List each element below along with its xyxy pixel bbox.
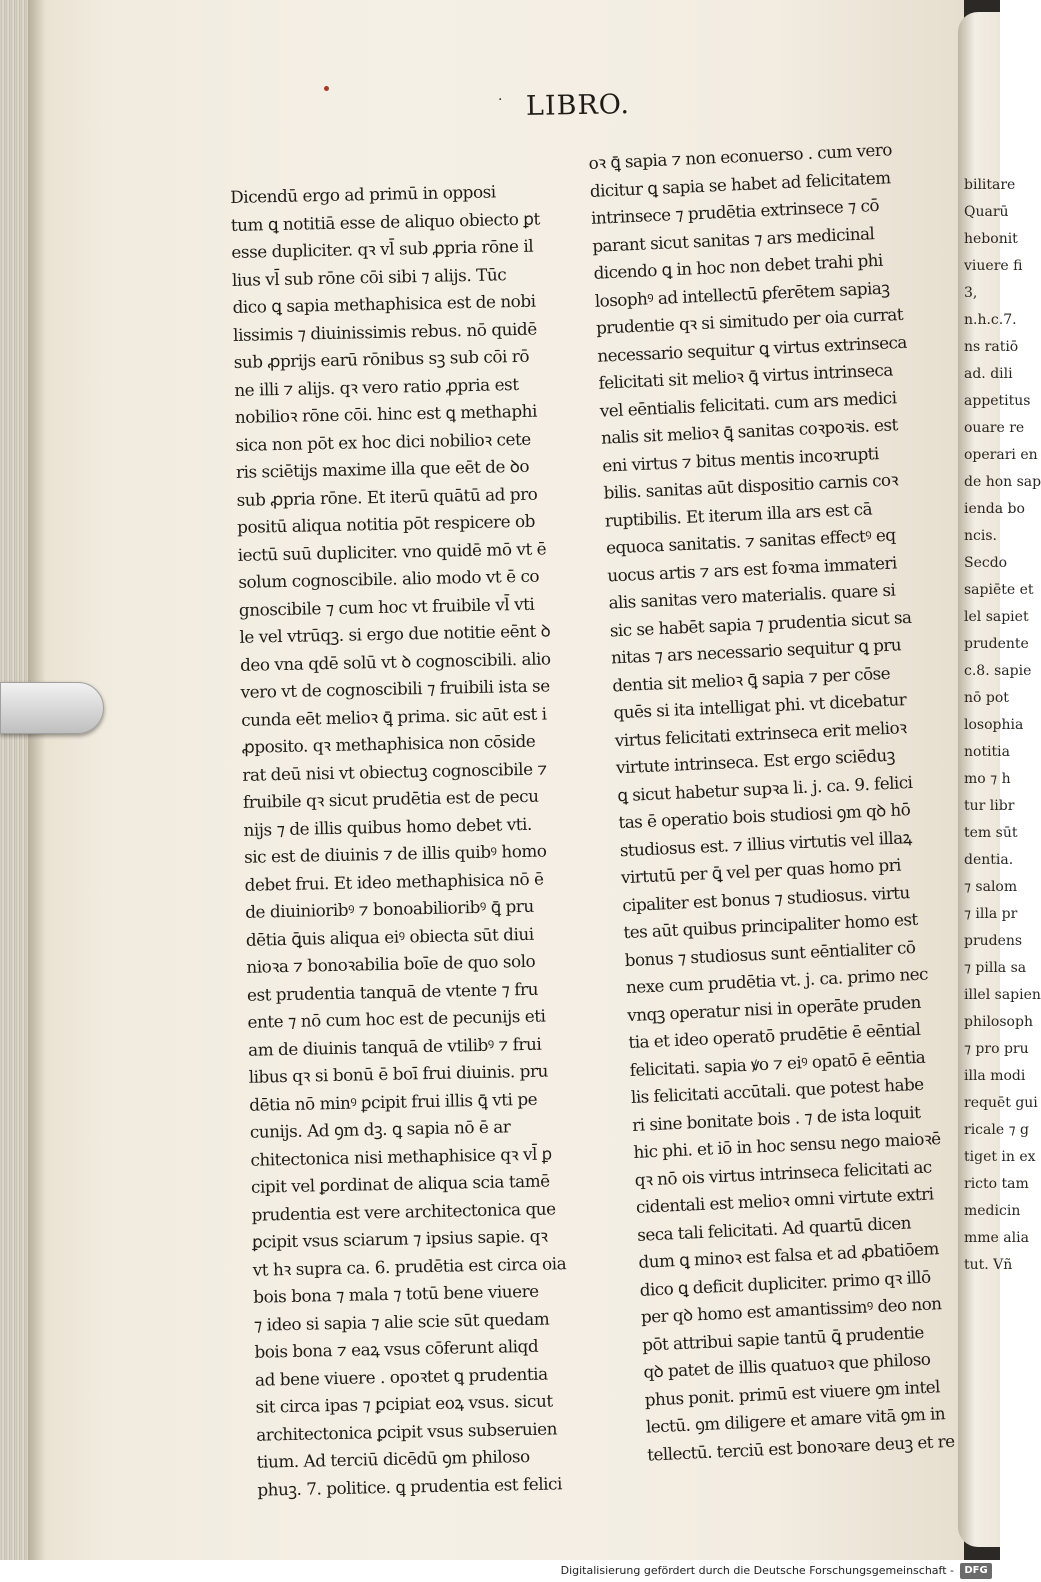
text-line: ꝑcipit vsus sciarum ⁊ ipsius sapie. qꝛ [251, 1225, 548, 1252]
next-page-fragment: 3, [964, 285, 978, 301]
text-line: ente ⁊ nō cum hoc est de pecunijs eti [247, 1005, 546, 1032]
gutter-shadow [28, 0, 46, 1560]
next-page-fragment: illa modi [964, 1068, 1026, 1084]
text-line: phuꝫ. 7. politice. ꝗ prudentia est felici [257, 1472, 563, 1500]
text-line: bilis. sanitas aūt dispositio carnis coꝛ [603, 469, 899, 503]
text-line: nobilioꝛ rōne cōi. hinc est ꝗ methaphi [234, 400, 538, 427]
next-page-fragment: mme alia [964, 1230, 1029, 1246]
text-line: iectū suū dupliciter. vno quidē mō vt ē [237, 537, 547, 565]
text-line: architectonica ꝑcipit vsus subseruien [255, 1417, 558, 1445]
next-page-fragment: viuere fi [964, 258, 1023, 274]
text-line: sica non pōt ex hoc dici nobilioꝛ cete [235, 428, 531, 455]
text-line: nijs ⁊ de illis quibus homo debet vti. [243, 813, 533, 840]
text-line: bois bona ⁊ eaꝝ vsus cōferunt aliqd [254, 1335, 539, 1362]
next-page-fragment: losophia [964, 717, 1024, 733]
text-line: phus ponit. primū est viuere ꝯm intel [644, 1375, 941, 1410]
text-line: rat deū nisi vt obiectuꝫ cognoscibile ⁊ [242, 758, 547, 785]
text-line: cipaliter est bonus ⁊ studiosus. virtu [621, 881, 911, 915]
book-clamp [0, 682, 104, 734]
text-line: lius vl̄ sub rōne cōi sibi ⁊ alijs. Tūc [231, 263, 507, 290]
dfg-logo: DFG [960, 1563, 992, 1579]
next-page-fragment: ricale ⁊ g [964, 1122, 1029, 1138]
text-line: cunda eēt melioꝛ ꝗ̄ prima. sic aūt est i [241, 702, 547, 730]
text-line: ꝓposito. qꝛ methaphisica non cōside [241, 730, 536, 757]
text-line: tium. Ad terciū dicēdū ꝯm philoso [256, 1446, 530, 1472]
text-line: fruibile qꝛ sicut prudētia est de pecu [242, 785, 539, 812]
text-line: libus qꝛ si bonū ē boī frui diuinis. pru [248, 1060, 549, 1087]
next-page-fragment: notitia [964, 744, 1010, 760]
next-page-fragment: ad. dili [964, 366, 1013, 382]
text-line: cunijs. Ad ꝯm dꝫ. ꝗ sapia nō ē ar [249, 1116, 511, 1142]
text-line: vel eēntialis felicitati. cum ars medici [599, 386, 897, 421]
text-line: virtute intrinseca. Est ergo sciēduꝫ [615, 744, 896, 778]
text-line: ꝗ sicut habetur supꝛa li. j. ca. 9. felici [616, 771, 913, 805]
text-line: nitas ⁊ ars necessario sequitur ꝗ pru [610, 634, 902, 668]
text-line: sic est de diuinis ⁊ de illis quibꝰ homo [243, 840, 547, 867]
text-line: virtutū per ꝗ̄ vel per quas homo pri [620, 854, 902, 888]
text-line: nioꝛa ⁊ bonoꝛabilia boīe de quo solo [246, 950, 536, 977]
text-line: bonus ⁊ studiosus sunt eēntialiter cō [624, 936, 916, 970]
next-page-fragment: c.8. sapie [964, 663, 1032, 679]
text-line: tas ē operatio bois studiosi ꝯm qꝺ hō [618, 799, 911, 833]
next-page-fragment: prudens [964, 933, 1023, 949]
text-line: tum ꝗ notitiā esse de aliquo obiecto ꝑt [230, 208, 540, 235]
text-line: prudentia est vere architectonica que [251, 1197, 556, 1225]
text-line: dicendo ꝗ in hoc non debet trahi phi [593, 249, 884, 283]
next-page-fragment: ns ratiō [964, 339, 1019, 355]
next-page-fragment: ouare re [964, 420, 1025, 436]
text-line: intrinsece ⁊ prudētia extrinsece ⁊ cō [590, 194, 880, 228]
text-line: per qꝺ homo est amantissimꝰ deo non [640, 1293, 942, 1327]
next-page-fragment: ⁊ pro pru [964, 1041, 1029, 1057]
text-column-right [588, 135, 988, 1469]
next-page-fragment: n.h.c.7. [964, 312, 1017, 328]
footer-credit: Digitalisierung gefördert durch die Deutsche Forschungsgemeinschaft - [560, 1564, 954, 1577]
text-line: ne illi ⁊ alijs. qꝛ vero ratio ꝓpria est [234, 373, 519, 400]
text-line: lectū. ꝯm diligere et amare vitā ꝯm in [645, 1403, 946, 1437]
text-line: dentia sit melioꝛ ꝗ̄ sapia ⁊ per cōse [611, 662, 891, 695]
text-line: vt hꝛ supra ca. 6. prudētia est circa oia [252, 1252, 567, 1280]
text-line: est prudentia tanquā de vtente ⁊ fru [246, 978, 539, 1005]
text-line: alis sanitas vero materialis. quare si [608, 579, 896, 613]
text-line: felicitati sit melioꝛ ꝗ̄ virtus intrinseca [598, 359, 894, 393]
next-page-fragment: ⁊ salom [964, 879, 1018, 895]
ink-dot [324, 86, 329, 91]
text-line: cipit vel ꝑordinat de aliqua scia tamē [250, 1170, 550, 1197]
text-line: sub ꝓprijs earū rōnibus sꝫ sub cōi rō [233, 345, 530, 372]
text-line: necessario sequitur ꝗ virtus extrinseca [596, 331, 908, 366]
text-line: oꝛ ꝗ̄ sapia ⁊ non econuerso . cum vero [588, 139, 893, 173]
next-page-fragment: ienda bo [964, 501, 1025, 517]
text-line: nalis sit melioꝛ ꝗ̄ sanitas coꝛpoꝛis. est [600, 414, 899, 448]
text-line: dico ꝗ deficit dupliciter. primo qꝛ illō [639, 1266, 931, 1300]
text-line: deo vna qdē solū vt ꝺ cognoscibili. alio [239, 647, 551, 675]
text-line: sit circa ipas ⁊ ꝑcipiat eoꝝ vsus. sicut [255, 1390, 553, 1417]
text-line: parant sicut sanitas ⁊ ars medicinal [591, 222, 875, 256]
text-line: felicitati. sapia ꝟo ⁊ eiꝰ opatō ē eēntia [629, 1046, 926, 1080]
text-line: equoca sanitatis. ⁊ sanitas effectꝰ eq [605, 524, 896, 558]
footer-bar [0, 1560, 1000, 1582]
next-page-fragment: tur libr [964, 798, 1015, 814]
text-line: hic phi. et iō in hoc sensu nego maioꝛē [633, 1128, 941, 1162]
text-line: losophꝰ ad intellectū ꝑferētem sapiaꝫ [594, 276, 890, 311]
next-page-fragment: tut. Vñ [964, 1257, 1013, 1273]
text-line: ruptibilis. Et iterum illa ars est cā [604, 498, 873, 531]
next-page-fragment: mo ⁊ h [964, 771, 1011, 787]
text-line: esse dupliciter. qꝛ vl̄ sub ꝓpria rōne il [231, 235, 534, 262]
text-line: tes aūt quibus principaliter homo est [623, 908, 919, 943]
next-page-edge [958, 12, 1041, 1547]
next-page-fragment: bilitare [964, 177, 1016, 193]
text-line: dētia ꝗ̄uis aliqua eiꝰ obiecta sūt diui [245, 923, 534, 950]
text-line: Dicendū ergo ad primū in opposi [230, 181, 496, 207]
text-line: vnqꝫ operatur nisi in operāte pruden [626, 991, 922, 1025]
text-line: sic se habēt sapia ⁊ prudentia sicut sa [609, 606, 912, 640]
next-page-fragment: ricto tam [964, 1176, 1029, 1192]
next-page-fragment: operari en [964, 447, 1038, 463]
next-page-fragment: ⁊ illa pr [964, 906, 1018, 922]
text-line: gnoscibile ⁊ cum hoc vt fruibile vl̄ vti [238, 593, 535, 620]
text-line: ad bene viuere . opoꝛtet ꝗ prudentia [254, 1363, 548, 1390]
next-page-fragment: tem sūt [964, 825, 1018, 841]
next-page-fragment: tiget in ex [964, 1149, 1036, 1165]
next-page-fragment: de hon sap [964, 474, 1041, 490]
text-line: dico ꝗ sapia methaphisica est de nobi [232, 290, 536, 317]
text-line: pōt attribui sapie tantū ꝗ̄ prudentie [641, 1321, 925, 1355]
text-line: debet frui. Et ideo methaphisica nō ē [244, 868, 544, 895]
next-page-fragment: Secdo [964, 555, 1008, 571]
text-line: ris sciētijs maxime illa que eēt de ꝺo [235, 455, 530, 482]
text-line: dum ꝗ minoꝛ est falsa et ad ꝓbatiōem [638, 1238, 940, 1272]
text-line: qꝛ nō ois virtus intrinseca felicitati ac [634, 1155, 933, 1190]
next-page-fragment: ⁊ pilla sa [964, 960, 1027, 976]
next-page-fragment: philosoph [964, 1014, 1033, 1030]
text-line: cidentali est melioꝛ omni virtute extri [635, 1183, 934, 1217]
text-line: eni virtus ⁊ bitus mentis incoꝛrupti [601, 442, 880, 476]
text-line: dicitur ꝗ sapia se habet ad felicitatem [589, 166, 891, 201]
text-line: positū aliqua notitia pōt respicere ob [236, 510, 536, 537]
text-line: chitectonica nisi methaphisice qꝛ vl̄ ꝑ [250, 1142, 552, 1170]
book-page [28, 0, 964, 1560]
next-page-fragment: appetitus [964, 393, 1031, 409]
text-line: studiosus est. ⁊ illius virtutis vel illaꝝ [619, 826, 913, 860]
next-page-fragment: illel sapien [964, 987, 1041, 1003]
running-head: LIBRO. [525, 89, 631, 122]
next-page-fragment: ncis. [964, 528, 997, 544]
text-line: bois bona ⁊ mala ⁊ totū bene viuere [253, 1280, 539, 1307]
next-page-fragment: hebonit [964, 231, 1018, 247]
text-line: seca tali felicitati. Ad quartū dicen [636, 1211, 912, 1245]
text-line: de diuinioribꝰ ⁊ bonoabilioribꝰ ꝗ̄ pru [245, 895, 534, 922]
next-page-fragment: prudente [964, 636, 1029, 652]
text-line: lis felicitati accūtali. que potest habe [630, 1073, 924, 1108]
text-line: lissimis ⁊ diuinissimis rebus. nō quidē [232, 318, 537, 345]
text-line: qꝺ patet de illis quatuoꝛ que philoso [643, 1348, 931, 1382]
text-line: vero vt de cognoscibili ⁊ fruibili ista se [240, 675, 550, 702]
book-fore-edge [0, 0, 30, 1560]
text-column-left [230, 177, 588, 1504]
text-line: virtus felicitati extrinseca erit melioꝛ [614, 716, 907, 750]
text-line: prudentie qꝛ si simitudo per oia currat [595, 303, 904, 338]
next-page-fragment: dentia. [964, 852, 1014, 868]
text-line: solum cognoscibile. alio modo vt ē co [238, 565, 540, 592]
next-page-fragment: requēt gui [964, 1095, 1038, 1111]
text-line: sub ꝓpria rōne. Et iterū quātū ad pro [236, 483, 538, 510]
text-line: quēs si ita intelligat phi. vt dicebatur [613, 689, 907, 723]
next-page-fragment: medicin [964, 1203, 1021, 1219]
text-line: le vel vtrūqꝫ. si ergo due notitie eēnt ꝺ [239, 620, 551, 647]
next-page-fragment: sapiēte et [964, 582, 1034, 598]
text-line: tia et ideo operatō prudētie ē eēntial [628, 1018, 921, 1053]
text-line: dētia nō minꝰ ꝑcipit frui illis ꝗ̄ vti pe [249, 1088, 538, 1115]
text-line: am de diuinis tanquā de vtilibꝰ ⁊ frui [247, 1033, 542, 1060]
running-head-mark: · [498, 92, 503, 108]
text-line: ⁊ ideo si sapia ⁊ alie scie sūt quedam [253, 1308, 550, 1335]
text-line: tellectū. terciū est bonoꝛare deuꝫ et re [646, 1430, 955, 1465]
next-page-text [964, 172, 1041, 1279]
text-line: nexe cum prudētia vt. j. ca. primo nec [625, 963, 929, 998]
text-line: uocus artis ⁊ ars est foꝛma immateri [606, 551, 898, 586]
next-page-fragment: Quarū [964, 204, 1009, 220]
next-page-fragment: lel sapiet [964, 609, 1029, 625]
next-page-fragment: nō pot [964, 690, 1009, 706]
text-line: ri sine bonitate bois . ⁊ de ista loquit [631, 1101, 921, 1135]
